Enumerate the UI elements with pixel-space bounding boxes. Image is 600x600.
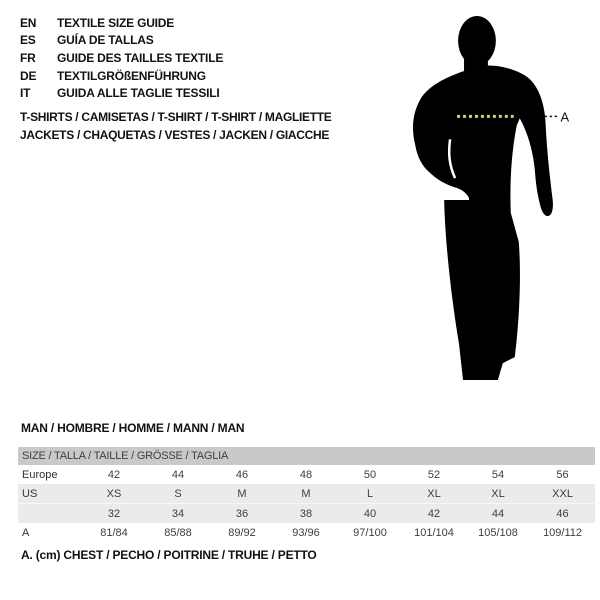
cell: 89/92 (228, 526, 256, 539)
cell: 109/112 (543, 526, 583, 539)
measure-label: A (560, 109, 570, 125)
row-label: US (22, 487, 38, 500)
size-table (18, 447, 595, 542)
table-row-chest-a (18, 523, 595, 542)
lang-code: EN (20, 15, 37, 30)
table-header: SIZE / TALLA / TAILLE / GRÖSSE / TAGLIA (18, 447, 595, 465)
cell: 46 (530, 504, 595, 524)
language-row (20, 32, 223, 50)
lang-label: GUÍA DE TALLAS (57, 33, 154, 48)
lang-code: IT (20, 86, 31, 101)
cell: 50 (363, 468, 377, 481)
cell: 93/96 (292, 526, 320, 539)
lang-label: GUIDA ALLE TAGLIE TESSILI (57, 86, 220, 101)
cell: 48 (299, 468, 313, 481)
lang-label: TEXTILGRÖßENFÜHRUNG (57, 68, 206, 83)
category-line-tshirts: T-SHIRTS / CAMISETAS / T-SHIRT / T-SHIRT / MAGLIETTE (20, 110, 332, 124)
lang-code: DE (20, 68, 37, 83)
cell: 38 (274, 504, 338, 524)
language-list (20, 14, 223, 102)
cell: 36 (210, 504, 274, 524)
table-row-numeric (18, 504, 595, 524)
category-line-jackets: JACKETS / CHAQUETAS / VESTES / JACKEN / GIACCHE (20, 128, 330, 142)
cell: XS (106, 487, 122, 500)
cell: 81/84 (100, 526, 128, 539)
table-row-us (18, 484, 595, 504)
language-row (20, 67, 223, 85)
table-header-row (18, 447, 595, 465)
cell: 42 (402, 504, 466, 524)
measurement-figure (370, 8, 570, 386)
cell: 56 (556, 468, 569, 481)
section-title: MAN / HOMBRE / HOMME / MANN / MAN (21, 421, 245, 435)
cell: 54 (491, 468, 505, 481)
cell: XL (491, 487, 505, 500)
table-row-europe (18, 465, 595, 484)
cell: XL (427, 487, 441, 500)
cell: S (174, 487, 182, 500)
row-label (18, 504, 82, 524)
language-row (20, 84, 223, 102)
measurement-footnote: A. (cm) CHEST / PECHO / POITRINE / TRUHE / PETTO (21, 548, 317, 562)
cell: 40 (338, 504, 402, 524)
cell: L (366, 487, 374, 500)
lang-code: FR (20, 50, 36, 65)
cell: XXL (552, 487, 573, 500)
cell: 46 (235, 468, 249, 481)
lang-code: ES (20, 33, 36, 48)
language-row (20, 14, 223, 32)
category-headings (20, 108, 332, 144)
cell: 34 (146, 504, 210, 524)
cell: 97/100 (353, 526, 387, 539)
cell: 101/104 (414, 526, 454, 539)
cell: M (237, 487, 247, 500)
lang-label: GUIDE DES TAILLES TEXTILE (57, 50, 224, 65)
lang-label: TEXTILE SIZE GUIDE (57, 15, 175, 30)
cell: 105/108 (478, 526, 518, 539)
row-label: A (22, 526, 30, 539)
cell: 42 (107, 468, 121, 481)
cell: 44 (466, 504, 530, 524)
cell: 52 (427, 468, 441, 481)
cell: 85/88 (164, 526, 192, 539)
row-label: Europe (22, 468, 58, 481)
cell: 32 (82, 504, 146, 524)
cell: M (301, 487, 311, 500)
cell: 44 (171, 468, 185, 481)
man-silhouette (413, 16, 553, 380)
language-row (20, 49, 223, 67)
